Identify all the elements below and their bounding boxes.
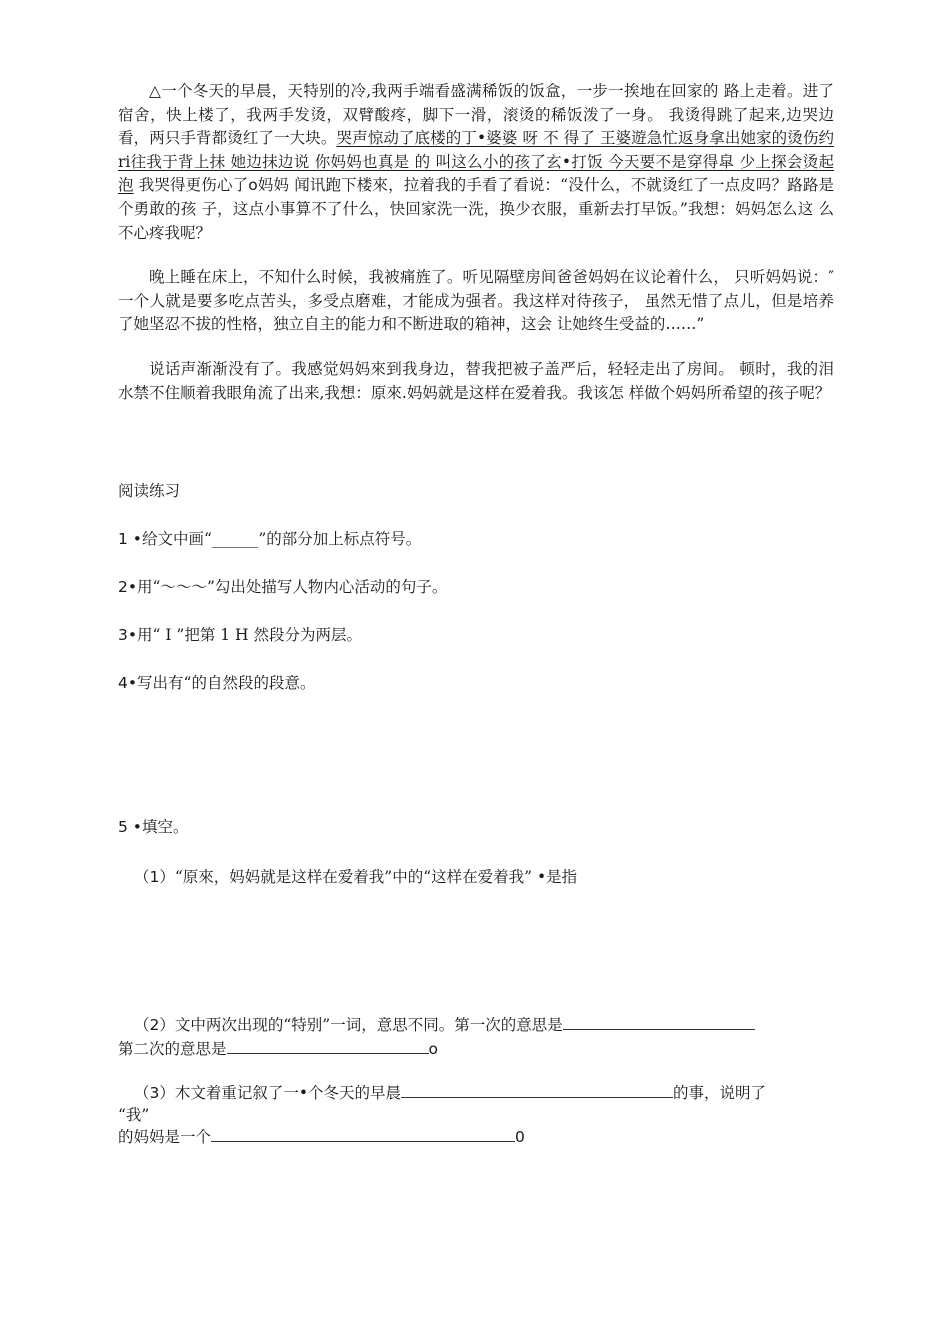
question-5 — [118, 816, 188, 838]
subquestion-3 — [134, 1082, 766, 1104]
question-5-number: 5 • — [118, 818, 142, 836]
answer-blank-3b[interactable] — [211, 1127, 515, 1142]
subquestion-2-number: （2） — [134, 1016, 175, 1034]
exercise-heading: 阅读练习 — [118, 482, 181, 500]
paragraph-1-part-1: △一个冬天的早晨，天特别的冷,我两手端看盛满稀饭的饭盒，一步一挨地在回家的 路上走着。进了宿舍，快上楼了，我两手发烫，双臂酸疼，脚下一滑，滚烫的稀饭泼了一身。 我烫得跳了起来,边哭边看，两只手背都烫红了一大块。 — [118, 82, 834, 148]
subquestion-3-end: 0 — [515, 1128, 525, 1146]
answer-blank-2a[interactable] — [563, 1015, 755, 1030]
question-2 — [118, 576, 447, 598]
paragraph-1-o-mark: o — [248, 176, 258, 195]
subquestion-3-third-text: 的妈妈是一个 — [118, 1128, 212, 1146]
question-3-text: 用“ I ”把第 1 H 然段分为两层。 — [137, 626, 363, 644]
story-paragraph-2: 晚上睡在床上，不知什么时候，我被痛旌了。听见隔壁房间爸爸妈妈在议论着什么， 只听妈妈说：″一个人就是要多吃点苦头，多受点磨难，才能成为强者。我这样对待孩子， 虽然无惜了点儿，但是培养了她坚忍不拔的性格，独立自主的能力和不断进取的箱神，这会 让她终生受益的……” — [118, 268, 834, 334]
subquestion-3-line-2: “我” — [118, 1106, 150, 1124]
subquestion-2-line-2 — [118, 1038, 438, 1060]
question-4-number: 4• — [118, 674, 138, 692]
subquestion-3-line-3 — [118, 1126, 525, 1148]
question-1-number: 1 • — [118, 530, 142, 548]
paragraph-1-part-2: 我哭得更伤心了 — [133, 176, 249, 195]
question-5-text: 填空。 — [141, 818, 189, 836]
question-1 — [118, 528, 421, 550]
subquestion-3-number: （3） — [134, 1084, 175, 1102]
question-4 — [118, 672, 315, 694]
story-text — [118, 80, 834, 426]
subquestion-2 — [134, 1014, 755, 1036]
subquestion-2-text: 文中两次出现的“特别”一词，意思不同。第一次的意思是 — [174, 1016, 563, 1034]
subquestion-3-mid: 的事，说明了 — [673, 1084, 767, 1102]
question-3-number: 3• — [118, 626, 138, 644]
underlined-passage: 哭声惊动了底楼的丁•婆婆 呀 不 得了 王婆遊急忙返身拿出她家的烫伤约ri往我于背上抹 她边抹边说 你妈妈也真是 的 叫这么小的孩了玄•打饭 今天要不是穿得皐 少上探会烫起泡 — [118, 129, 834, 195]
subquestion-1-text: “原來，妈妈就是这样在爱着我”中的“这样在爱着我” •是指 — [174, 868, 578, 886]
paragraph-1-part-3: 妈妈 闻讯跑下楼來，拉着我的手看了看说：“没什么，不就烫红了一点皮吗？路路是个勇敢的孩 子，这点小事算不了什么，快回家洗一洗，换少衣服，重新去打早饭。”我想：妈妈怎么这 么不心疼我呢？ — [118, 176, 834, 242]
question-2-number: 2• — [118, 578, 138, 596]
subquestion-2-end: o — [428, 1040, 438, 1058]
subquestion-3-text: 木文着重记叙了一•个冬天的早晨 — [174, 1084, 402, 1102]
question-3 — [118, 624, 362, 646]
subquestion-1 — [134, 866, 577, 888]
answer-blank-3a[interactable] — [401, 1083, 673, 1098]
question-4-text: 写出有“的自然段的段意。 — [137, 674, 316, 692]
subquestion-1-number: （1） — [134, 868, 175, 886]
answer-blank-2b[interactable] — [227, 1039, 429, 1054]
story-paragraph-3: 说话声渐渐没有了。我感觉妈妈來到我身边，替我把被子盖严后，轻轻走出了房间。 顿时，我的泪水禁不住顺着我眼角流了出来,我想：原來.妈妈就是这样在爱着我。我该怎 样做个妈妈所希望的孩子呢？ — [118, 359, 834, 402]
subquestion-2-second-text: 第二次的意思是 — [118, 1040, 227, 1058]
question-1-text: 给文中画“______”的部分加上标点符号。 — [141, 530, 422, 548]
story-paragraph-1 — [118, 80, 834, 245]
question-2-text: 用“〜〜〜”勾出处描写人物内心活动的句子。 — [137, 578, 448, 596]
